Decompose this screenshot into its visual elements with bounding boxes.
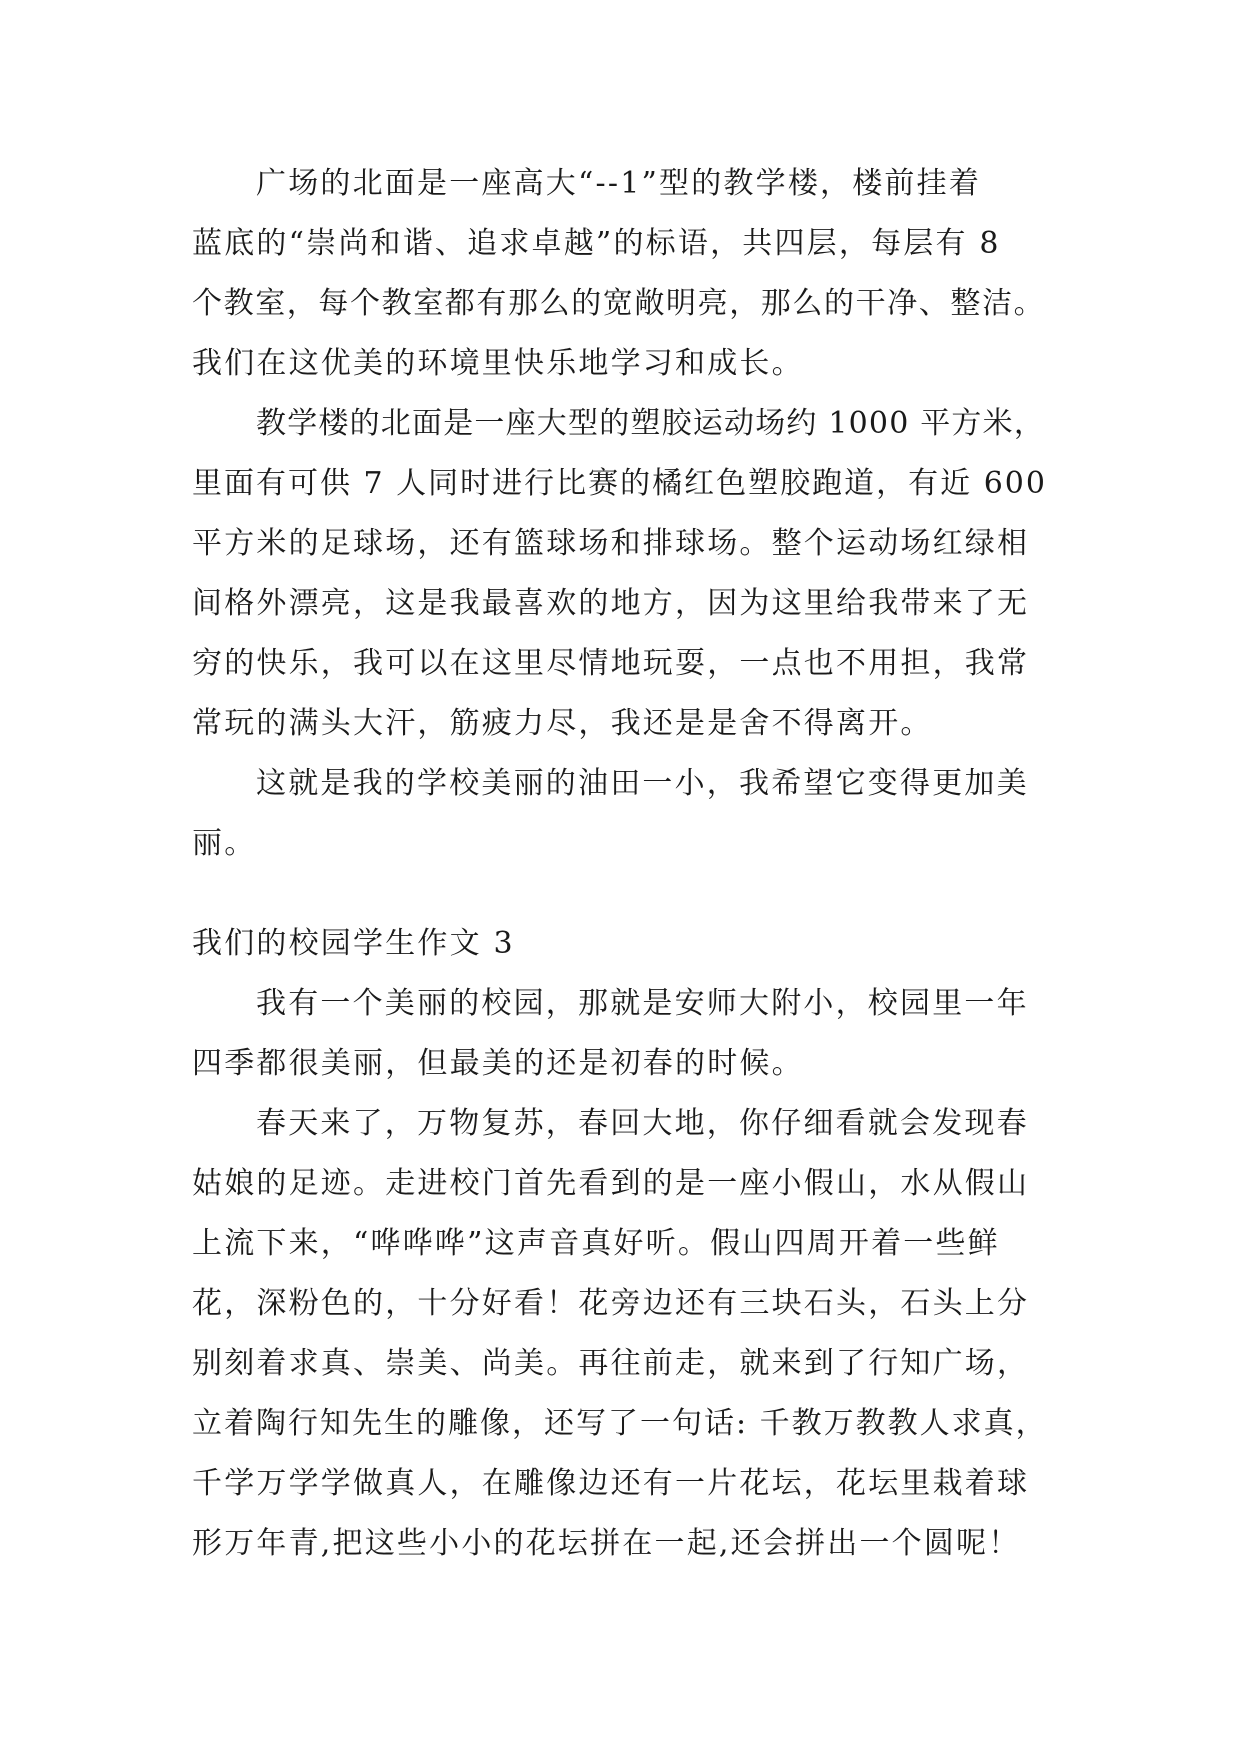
- paragraph-3-line-2: 丽。: [192, 826, 257, 861]
- essay-paragraph-2-line-6: 立着陶行知先生的雕像，还写了一句话: 千教万教教人求真，: [192, 1406, 1048, 1441]
- paragraph-3-line-1: 这就是我的学校美丽的油田一小，我希望它变得更加美: [256, 766, 1029, 801]
- paragraph-1-line-4: 我们在这优美的环境里快乐地学习和成长。: [192, 346, 804, 381]
- essay-paragraph-2-line-3: 上流下来，“哗哗哗”这声音真好听。假山四周开着一些鲜: [192, 1226, 1000, 1261]
- essay-paragraph-1-line-1: 我有一个美丽的校园，那就是安师大附小，校园里一年: [256, 986, 1029, 1021]
- essay-paragraph-1-line-2: 四季都很美丽，但最美的还是初春的时候。: [192, 1046, 804, 1081]
- essay-paragraph-2-line-4: 花，深粉色的，十分好看！花旁边还有三块石头，石头上分: [192, 1286, 1030, 1321]
- essay-paragraph-2-line-2: 姑娘的足迹。走进校门首先看到的是一座小假山，水从假山: [192, 1166, 1030, 1201]
- paragraph-1-line-2: 蓝底的“崇尚和谐、追求卓越”的标语，共四层，每层有 8: [192, 226, 1001, 261]
- essay-paragraph-2-line-7: 千学万学学做真人，在雕像边还有一片花坛，花坛里栽着球: [192, 1466, 1030, 1501]
- paragraph-2-line-4: 间格外漂亮，这是我最喜欢的地方，因为这里给我带来了无: [192, 586, 1030, 621]
- essay-paragraph-2-line-1: 春天来了，万物复苏，春回大地，你仔细看就会发现春: [256, 1106, 1029, 1141]
- essay-title: 我们的校园学生作文 3: [192, 926, 515, 961]
- essay-paragraph-2-line-8: 形万年青,把这些小小的花坛拼在一起,还会拼出一个圆呢！: [192, 1526, 1021, 1561]
- paragraph-1-line-3: 个教室，每个教室都有那么的宽敞明亮，那么的干净、整洁。: [192, 286, 1046, 321]
- paragraph-2-line-6: 常玩的满头大汗，筋疲力尽，我还是是舍不得离开。: [192, 706, 933, 741]
- paragraph-2-line-3: 平方米的足球场，还有篮球场和排球场。整个运动场红绿相: [192, 526, 1030, 561]
- paragraph-2-line-2: 里面有可供 7 人同时进行比赛的橘红色塑胶跑道，有近 600: [192, 466, 1047, 501]
- essay-paragraph-2-line-5: 别刻着求真、崇美、尚美。再往前走，就来到了行知广场，: [192, 1346, 1030, 1381]
- paragraph-2-line-1: 教学楼的北面是一座大型的塑胶运动场约 1000 平方米，: [256, 406, 1046, 441]
- paragraph-1-line-1: 广场的北面是一座高大“--1”型的教学楼，楼前挂着: [256, 166, 982, 201]
- paragraph-2-line-5: 穷的快乐，我可以在这里尽情地玩耍，一点也不用担，我常: [192, 646, 1030, 681]
